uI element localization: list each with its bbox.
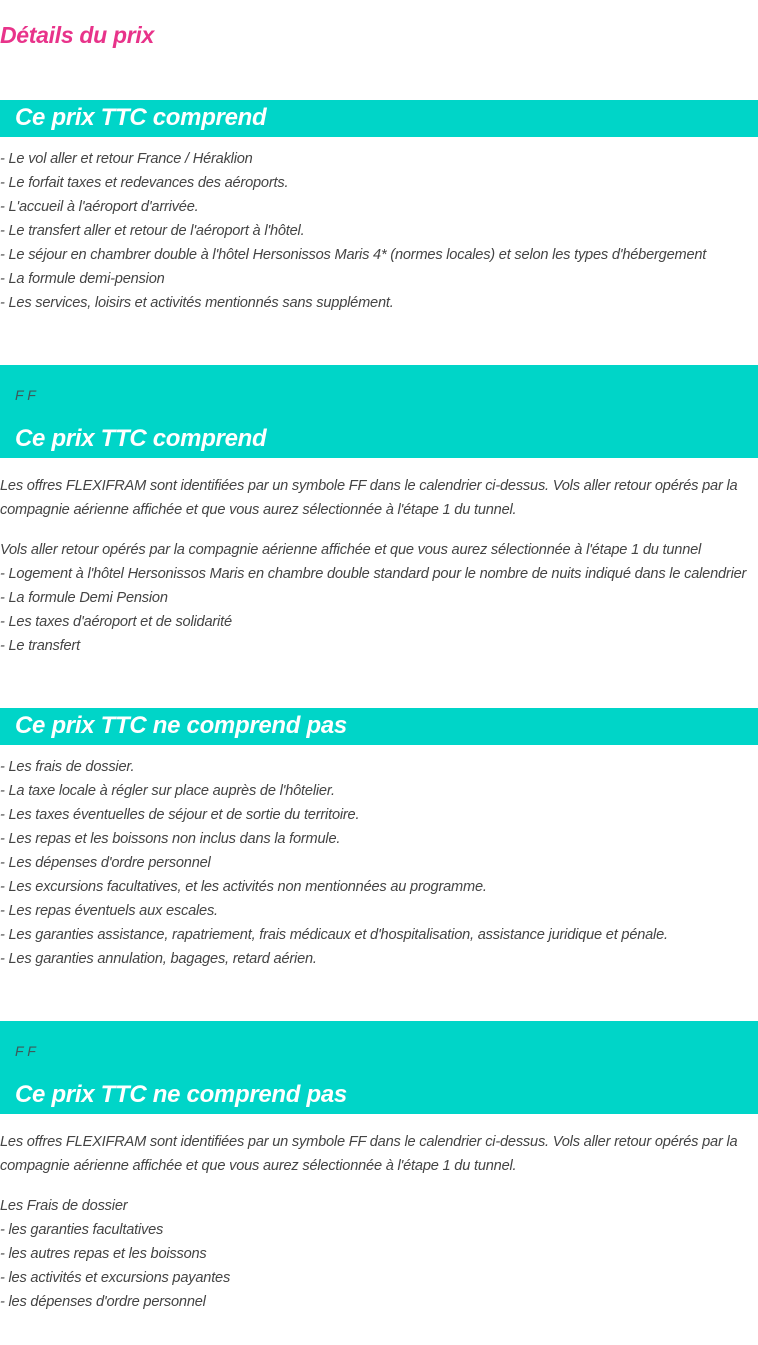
ff-label: F F	[15, 387, 36, 403]
list-item: - Logement à l'hôtel Hersonissos Maris en chambre double standard pour le nombre de nuits indiqué dans le calendrier	[0, 566, 747, 582]
not-included-list	[0, 755, 668, 971]
included-flexifram-list	[0, 538, 746, 658]
included-list	[0, 147, 706, 315]
section-header-included-flexifram	[0, 365, 758, 458]
list-item: - La formule demi-pension	[0, 271, 165, 287]
flexifram-intro: Les offres FLEXIFRAM sont identifiées par un symbole FF dans le calendrier ci-dessus. Vols aller retour opérés par la compagnie aérienne affichée et que vous aurez sélectionnée à l'étape 1 du tunnel.	[0, 1134, 738, 1174]
list-item: - L'accueil à l'aéroport d'arrivée.	[0, 199, 199, 215]
list-item: - Le transfert aller et retour de l'aéroport à l'hôtel.	[0, 223, 305, 239]
list-item: - Le séjour en chambrer double à l'hôtel Hersonissos Maris 4* (normes locales) et selon les types d'hébergement	[0, 247, 707, 263]
page-title: Détails du prix	[0, 22, 154, 48]
list-item: - La formule Demi Pension	[0, 590, 168, 606]
list-item: Vols aller retour opérés par la compagnie aérienne affichée et que vous aurez sélectionnée à l'étape 1 du tunnel	[0, 542, 702, 558]
list-item: - Les dépenses d'ordre personnel	[0, 855, 211, 871]
list-item: Les Frais de dossier	[0, 1198, 128, 1214]
list-item: - les garanties facultatives	[0, 1222, 164, 1238]
list-item: - Le vol aller et retour France / Héraklion	[0, 151, 253, 167]
list-item: - Les repas et les boissons non inclus dans la formule.	[0, 831, 341, 847]
flexifram-intro: Les offres FLEXIFRAM sont identifiées par un symbole FF dans le calendrier ci-dessus. Vols aller retour opérés par la compagnie aérienne affichée et que vous aurez sélectionnée à l'étape 1 du tunnel.	[0, 478, 738, 518]
section-title: Ce prix TTC ne comprend pas	[15, 712, 347, 739]
section-header-not-included-flexifram	[0, 1021, 758, 1114]
list-item: - les dépenses d'ordre personnel	[0, 1294, 206, 1310]
list-item: - les autres repas et les boissons	[0, 1246, 207, 1262]
list-item: - Les garanties annulation, bagages, retard aérien.	[0, 951, 317, 967]
list-item: - les activités et excursions payantes	[0, 1270, 231, 1286]
list-item: - Les taxes d'aéroport et de solidarité	[0, 614, 232, 630]
list-item: - Les excursions facultatives, et les activités non mentionnées au programme.	[0, 879, 487, 895]
list-item: - Les frais de dossier.	[0, 759, 135, 775]
ff-label: F F	[15, 1043, 36, 1059]
list-item: - Les services, loisirs et activités mentionnés sans supplément.	[0, 295, 394, 311]
not-included-flexifram-list	[0, 1194, 230, 1314]
section-title: Ce prix TTC comprend	[15, 104, 267, 131]
list-item: - La taxe locale à régler sur place auprès de l'hôtelier.	[0, 783, 335, 799]
list-item: - Les taxes éventuelles de séjour et de sortie du territoire.	[0, 807, 360, 823]
section-header-included	[0, 100, 758, 137]
section-title: Ce prix TTC comprend	[15, 425, 267, 452]
section-title: Ce prix TTC ne comprend pas	[15, 1081, 347, 1108]
list-item: - Les garanties assistance, rapatriement, frais médicaux et d'hospitalisation, assistance juridique et pénale.	[0, 927, 668, 943]
list-item: - Le forfait taxes et redevances des aéroports.	[0, 175, 289, 191]
list-item: - Les repas éventuels aux escales.	[0, 903, 218, 919]
section-header-not-included	[0, 708, 758, 745]
list-item: - Le transfert	[0, 638, 80, 654]
